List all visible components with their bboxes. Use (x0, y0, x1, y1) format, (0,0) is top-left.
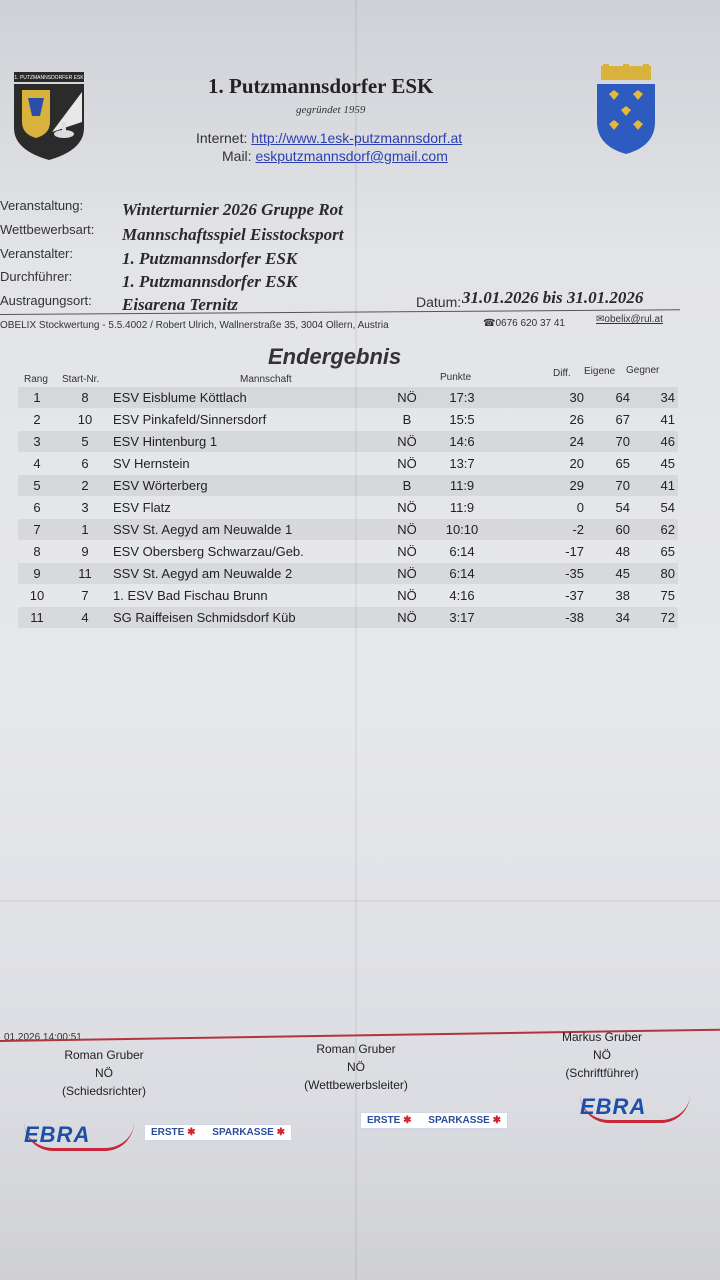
rank: 8 (33, 544, 41, 559)
own-score: 48 (615, 544, 630, 559)
erste-mark-icon: ✱ (187, 1127, 196, 1138)
signature-competition-lead (286, 1042, 426, 1096)
team-name: ESV Wörterberg (113, 478, 208, 493)
svg-text:1. PUTZMANNSDORFER ESK: 1. PUTZMANNSDORFER ESK (14, 75, 84, 81)
signatory-role: (Schriftführer) (565, 1066, 639, 1080)
start-number: 6 (81, 456, 89, 471)
difference: -37 (565, 588, 584, 603)
start-number: 1 (81, 522, 89, 537)
state: NÖ (397, 588, 417, 603)
executor-label: Durchführer: (0, 269, 73, 284)
table-row (18, 563, 678, 584)
points: 3:17 (449, 610, 475, 625)
erste-mark-icon: ✱ (403, 1115, 412, 1126)
difference: -38 (565, 610, 584, 625)
state: B (402, 412, 412, 427)
col-eigene: Eigene (584, 366, 616, 377)
state: NÖ (397, 434, 417, 449)
rank: 11 (30, 610, 44, 625)
signatory-state: NÖ (347, 1060, 365, 1074)
sparkasse-label: SPARKASSE (428, 1115, 490, 1126)
own-score: 45 (615, 566, 630, 581)
signature-secretary (532, 1030, 672, 1084)
opponent-score: 46 (660, 434, 675, 449)
rank: 5 (33, 478, 41, 493)
sponsor-erste-logo (144, 1124, 292, 1141)
state: NÖ (397, 610, 417, 625)
table-row (18, 453, 678, 474)
signature-referee (34, 1048, 174, 1102)
team-name: SSV St. Aegyd am Neuwalde 1 (113, 522, 293, 537)
signatory-name: Roman Gruber (64, 1048, 144, 1062)
sponsor-erste-logo (360, 1112, 508, 1129)
own-score: 34 (615, 610, 630, 625)
col-gegner: Gegner (626, 365, 660, 376)
table-row (18, 541, 678, 562)
rank: 10 (29, 588, 45, 603)
paper-fold (0, 900, 720, 902)
team-name: SG Raiffeisen Schmidsdorf Küb (113, 610, 296, 625)
own-score: 70 (615, 478, 630, 493)
sparkasse-label: SPARKASSE (212, 1127, 274, 1138)
state: NÖ (397, 500, 417, 515)
team-name: 1. ESV Bad Fischau Brunn (113, 588, 268, 603)
start-number: 5 (81, 434, 89, 449)
rank: 3 (33, 434, 41, 449)
founded-note: gegründet 1959 (296, 104, 366, 116)
opponent-score: 72 (660, 610, 675, 625)
event-label: Veranstaltung: (0, 198, 84, 213)
difference: -2 (572, 522, 584, 537)
table-row (18, 387, 678, 408)
own-score: 64 (615, 390, 630, 405)
table-row (18, 497, 678, 518)
difference: -35 (565, 566, 584, 581)
start-number: 9 (81, 544, 89, 559)
points: 6:14 (449, 566, 475, 581)
difference: 20 (569, 456, 584, 471)
points: 14:6 (449, 434, 475, 449)
signatory-role: (Wettbewerbsleiter) (304, 1078, 408, 1092)
internet-line (196, 130, 462, 146)
venue-value: Eisarena Ternitz (122, 295, 239, 314)
event-value: Winterturnier 2026 Gruppe Rot (122, 200, 343, 219)
team-name: ESV Flatz (113, 500, 171, 515)
opponent-score: 45 (660, 456, 675, 471)
state: NÖ (397, 456, 417, 471)
competition-label: Wettbewerbsart: (0, 222, 95, 237)
team-name: SV Hernstein (113, 456, 190, 471)
own-score: 54 (615, 500, 630, 515)
difference: 26 (569, 412, 584, 427)
difference: 29 (569, 478, 584, 493)
opponent-score: 54 (660, 500, 675, 515)
table-row (18, 585, 678, 606)
organizer-label: Veranstalter: (0, 246, 73, 261)
club-logo (12, 72, 86, 162)
points: 6:14 (449, 544, 475, 559)
signatory-name: Markus Gruber (561, 1030, 643, 1044)
start-number: 10 (77, 412, 93, 427)
rank: 1 (33, 390, 41, 405)
opponent-score: 80 (660, 566, 675, 581)
phone-number: ☎0676 620 37 41 (483, 318, 565, 329)
executor-value: 1. Putzmannsdorfer ESK (122, 272, 298, 291)
opponent-score: 62 (660, 522, 675, 537)
sponsor-ebra-logo: EBRA (24, 1122, 134, 1151)
table-row (18, 475, 678, 496)
internet-label: Internet: (196, 130, 248, 146)
coat-of-arms (593, 64, 659, 156)
col-start: Start-Nr. (62, 374, 100, 385)
difference: 24 (569, 434, 584, 449)
points: 13:7 (449, 456, 475, 471)
table-row (18, 519, 678, 540)
own-score: 67 (615, 412, 630, 427)
rank: 9 (33, 566, 41, 581)
divider (0, 309, 680, 315)
col-team: Mannschaft (240, 374, 292, 385)
own-score: 70 (615, 434, 630, 449)
state: B (402, 478, 412, 493)
start-number: 8 (81, 390, 89, 405)
date-label: Datum: (416, 294, 462, 310)
organizer-value: 1. Putzmannsdorfer ESK (122, 249, 298, 268)
signatory-name: Roman Gruber (316, 1042, 396, 1056)
rank: 7 (33, 522, 41, 537)
opponent-score: 65 (660, 544, 675, 559)
software-credit: OBELIX Stockwertung - 5.5.4002 / Robert Ulrich, Wallnerstraße 35, 3004 Ollern, Austria (0, 320, 389, 331)
col-rang: Rang (24, 374, 48, 385)
state: NÖ (397, 522, 417, 537)
opponent-score: 75 (660, 588, 675, 603)
points: 4:16 (449, 588, 475, 603)
mail-link[interactable]: eskputzmannsdorf@gmail.com (255, 148, 448, 164)
state: NÖ (397, 544, 417, 559)
points: 10:10 (445, 522, 479, 537)
competition-value: Mannschaftsspiel Eisstocksport (122, 225, 344, 244)
opponent-score: 41 (660, 478, 675, 493)
start-number: 7 (81, 588, 89, 603)
erste-label: ERSTE (367, 1115, 401, 1126)
difference: 30 (569, 390, 584, 405)
page-title: Endergebnis (268, 344, 402, 369)
signatory-state: NÖ (95, 1066, 113, 1080)
rank: 2 (33, 412, 41, 427)
table-row (18, 607, 678, 628)
mail-label: Mail: (222, 148, 252, 164)
points: 11:9 (449, 500, 475, 515)
erste-label: ERSTE (151, 1127, 185, 1138)
difference: 0 (576, 500, 584, 515)
own-score: 65 (615, 456, 630, 471)
opponent-score: 41 (660, 412, 675, 427)
sparkasse-mark-icon: ✱ (276, 1127, 285, 1138)
venue-label: Austragungsort: (0, 293, 92, 308)
team-name: ESV Obersberg Schwarzau/Geb. (113, 544, 304, 559)
own-score: 60 (615, 522, 630, 537)
points: 15:5 (449, 412, 475, 427)
own-score: 38 (615, 588, 630, 603)
team-name: ESV Eisblume Köttlach (113, 390, 247, 405)
obelix-email[interactable]: ✉obelix@rul.at (596, 314, 663, 325)
team-name: SSV St. Aegyd am Neuwalde 2 (113, 566, 293, 581)
table-row (18, 409, 678, 430)
mail-line (222, 148, 448, 164)
difference: -17 (565, 544, 584, 559)
col-punkte: Punkte (440, 372, 472, 383)
sponsor-ebra-logo: EBRA (580, 1094, 690, 1123)
signatory-state: NÖ (593, 1048, 611, 1062)
club-name: 1. Putzmannsdorfer ESK (208, 74, 434, 98)
print-timestamp: 01.2026 14:00:51 (4, 1032, 82, 1043)
state: NÖ (397, 390, 417, 405)
team-name: ESV Pinkafeld/Sinnersdorf (113, 412, 267, 427)
rank: 6 (33, 500, 41, 515)
state: NÖ (397, 566, 417, 581)
team-name: ESV Hintenburg 1 (113, 434, 218, 449)
signatory-role: (Schiedsrichter) (61, 1084, 147, 1098)
points: 11:9 (449, 478, 475, 493)
start-number: 11 (78, 566, 92, 581)
website-link[interactable]: http://www.1esk-putzmannsdorf.at (251, 130, 463, 146)
start-number: 4 (81, 610, 89, 625)
table-row (18, 431, 678, 452)
points: 17:3 (449, 390, 475, 405)
col-diff: Diff. (553, 368, 571, 379)
sparkasse-mark-icon: ✱ (492, 1115, 501, 1126)
start-number: 2 (81, 478, 89, 493)
start-number: 3 (81, 500, 89, 515)
date-value: 31.01.2026 bis 31.01.2026 (462, 288, 644, 307)
opponent-score: 34 (660, 390, 675, 405)
rank: 4 (33, 456, 41, 471)
